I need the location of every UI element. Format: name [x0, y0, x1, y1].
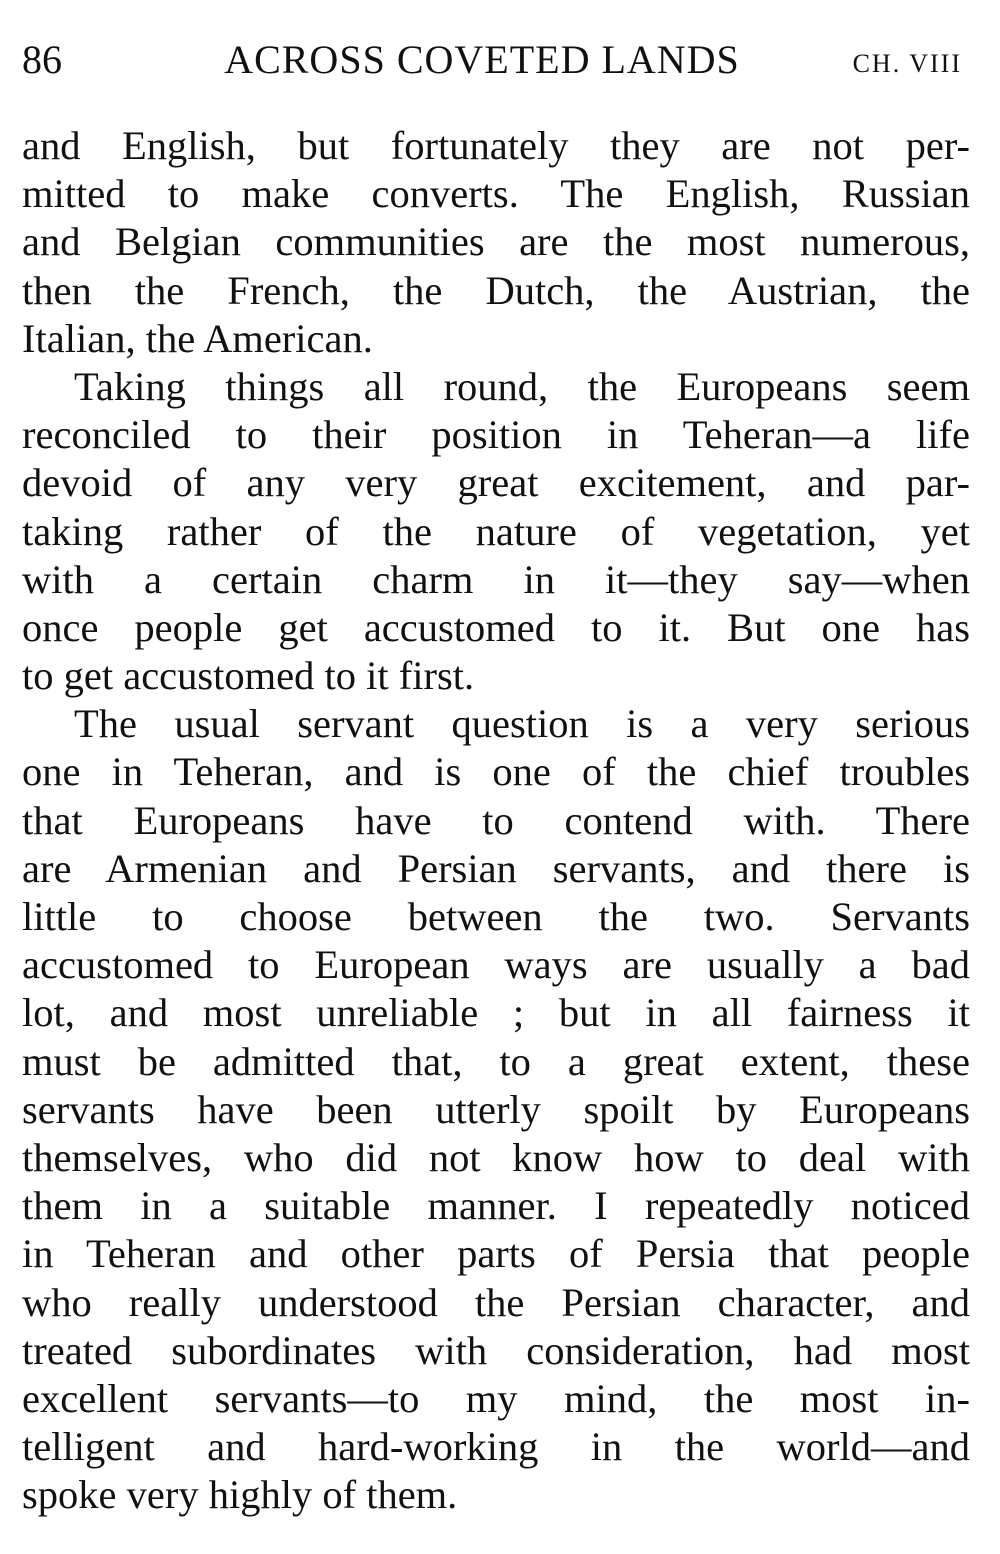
text-line: are Armenian and Persian servants, and there is — [22, 845, 970, 891]
text-line: reconciled to their position in Teheran—a life — [22, 412, 970, 458]
body-text — [22, 122, 970, 1519]
text-line: and English, but fortunately they are not per- — [22, 123, 970, 168]
text-line: lot, and most unreliable ; but in all fairness it — [22, 990, 970, 1036]
text-line: accustomed to European ways are usually a bad — [22, 942, 970, 988]
text-line: and Belgian communities are the most numerous, — [22, 219, 970, 265]
text-line: them in a suitable manner. I repeatedly noticed — [22, 1183, 970, 1229]
text-line: mitted to make converts. The English, Russian — [22, 171, 970, 217]
text-line: Italian, the American. — [22, 315, 373, 361]
paragraph-1 — [22, 122, 970, 363]
text-line: who really understood the Persian character, and — [22, 1279, 970, 1325]
text-line: servants have been utterly spoilt by Europeans — [22, 1086, 970, 1132]
text-line: excellent servants—to my mind, the most in- — [22, 1375, 970, 1421]
text-line: telligent and hard-working in the world—and — [22, 1424, 970, 1470]
text-line: treated subordinates with consideration, had most — [22, 1327, 970, 1373]
chapter-reference: CH. VIII — [852, 49, 962, 78]
page-number: 86 — [22, 37, 62, 82]
text-line: devoid of any very great excitement, and par- — [22, 460, 970, 506]
running-title: ACROSS COVETED LANDS — [224, 37, 740, 82]
paragraph-3 — [22, 700, 970, 1519]
text-line: taking rather of the nature of vegetation, yet — [22, 508, 970, 554]
text-line: The usual servant question is a very serious — [74, 701, 970, 747]
text-line: then the French, the Dutch, the Austrian, the — [22, 267, 970, 313]
text-line: one in Teheran, and is one of the chief troubles — [22, 749, 970, 795]
text-line: to get accustomed to it first. — [22, 653, 475, 699]
text-line: must be admitted that, to a great extent, these — [22, 1038, 970, 1084]
text-line: spoke very highly of them. — [22, 1472, 458, 1518]
text-line: that Europeans have to contend with. There — [22, 797, 970, 843]
text-line: little to choose between the two. Servants — [22, 894, 970, 939]
text-line: in Teheran and other parts of Persia that people — [22, 1231, 970, 1277]
text-line: Taking things all round, the Europeans seem — [74, 363, 970, 409]
text-line: themselves, who did not know how to deal with — [22, 1134, 970, 1180]
text-line: once people get accustomed to it. But one has — [22, 604, 970, 650]
page-header — [22, 30, 962, 90]
text-line: with a certain charm in it—they say—when — [22, 556, 970, 602]
paragraph-2 — [22, 363, 970, 700]
